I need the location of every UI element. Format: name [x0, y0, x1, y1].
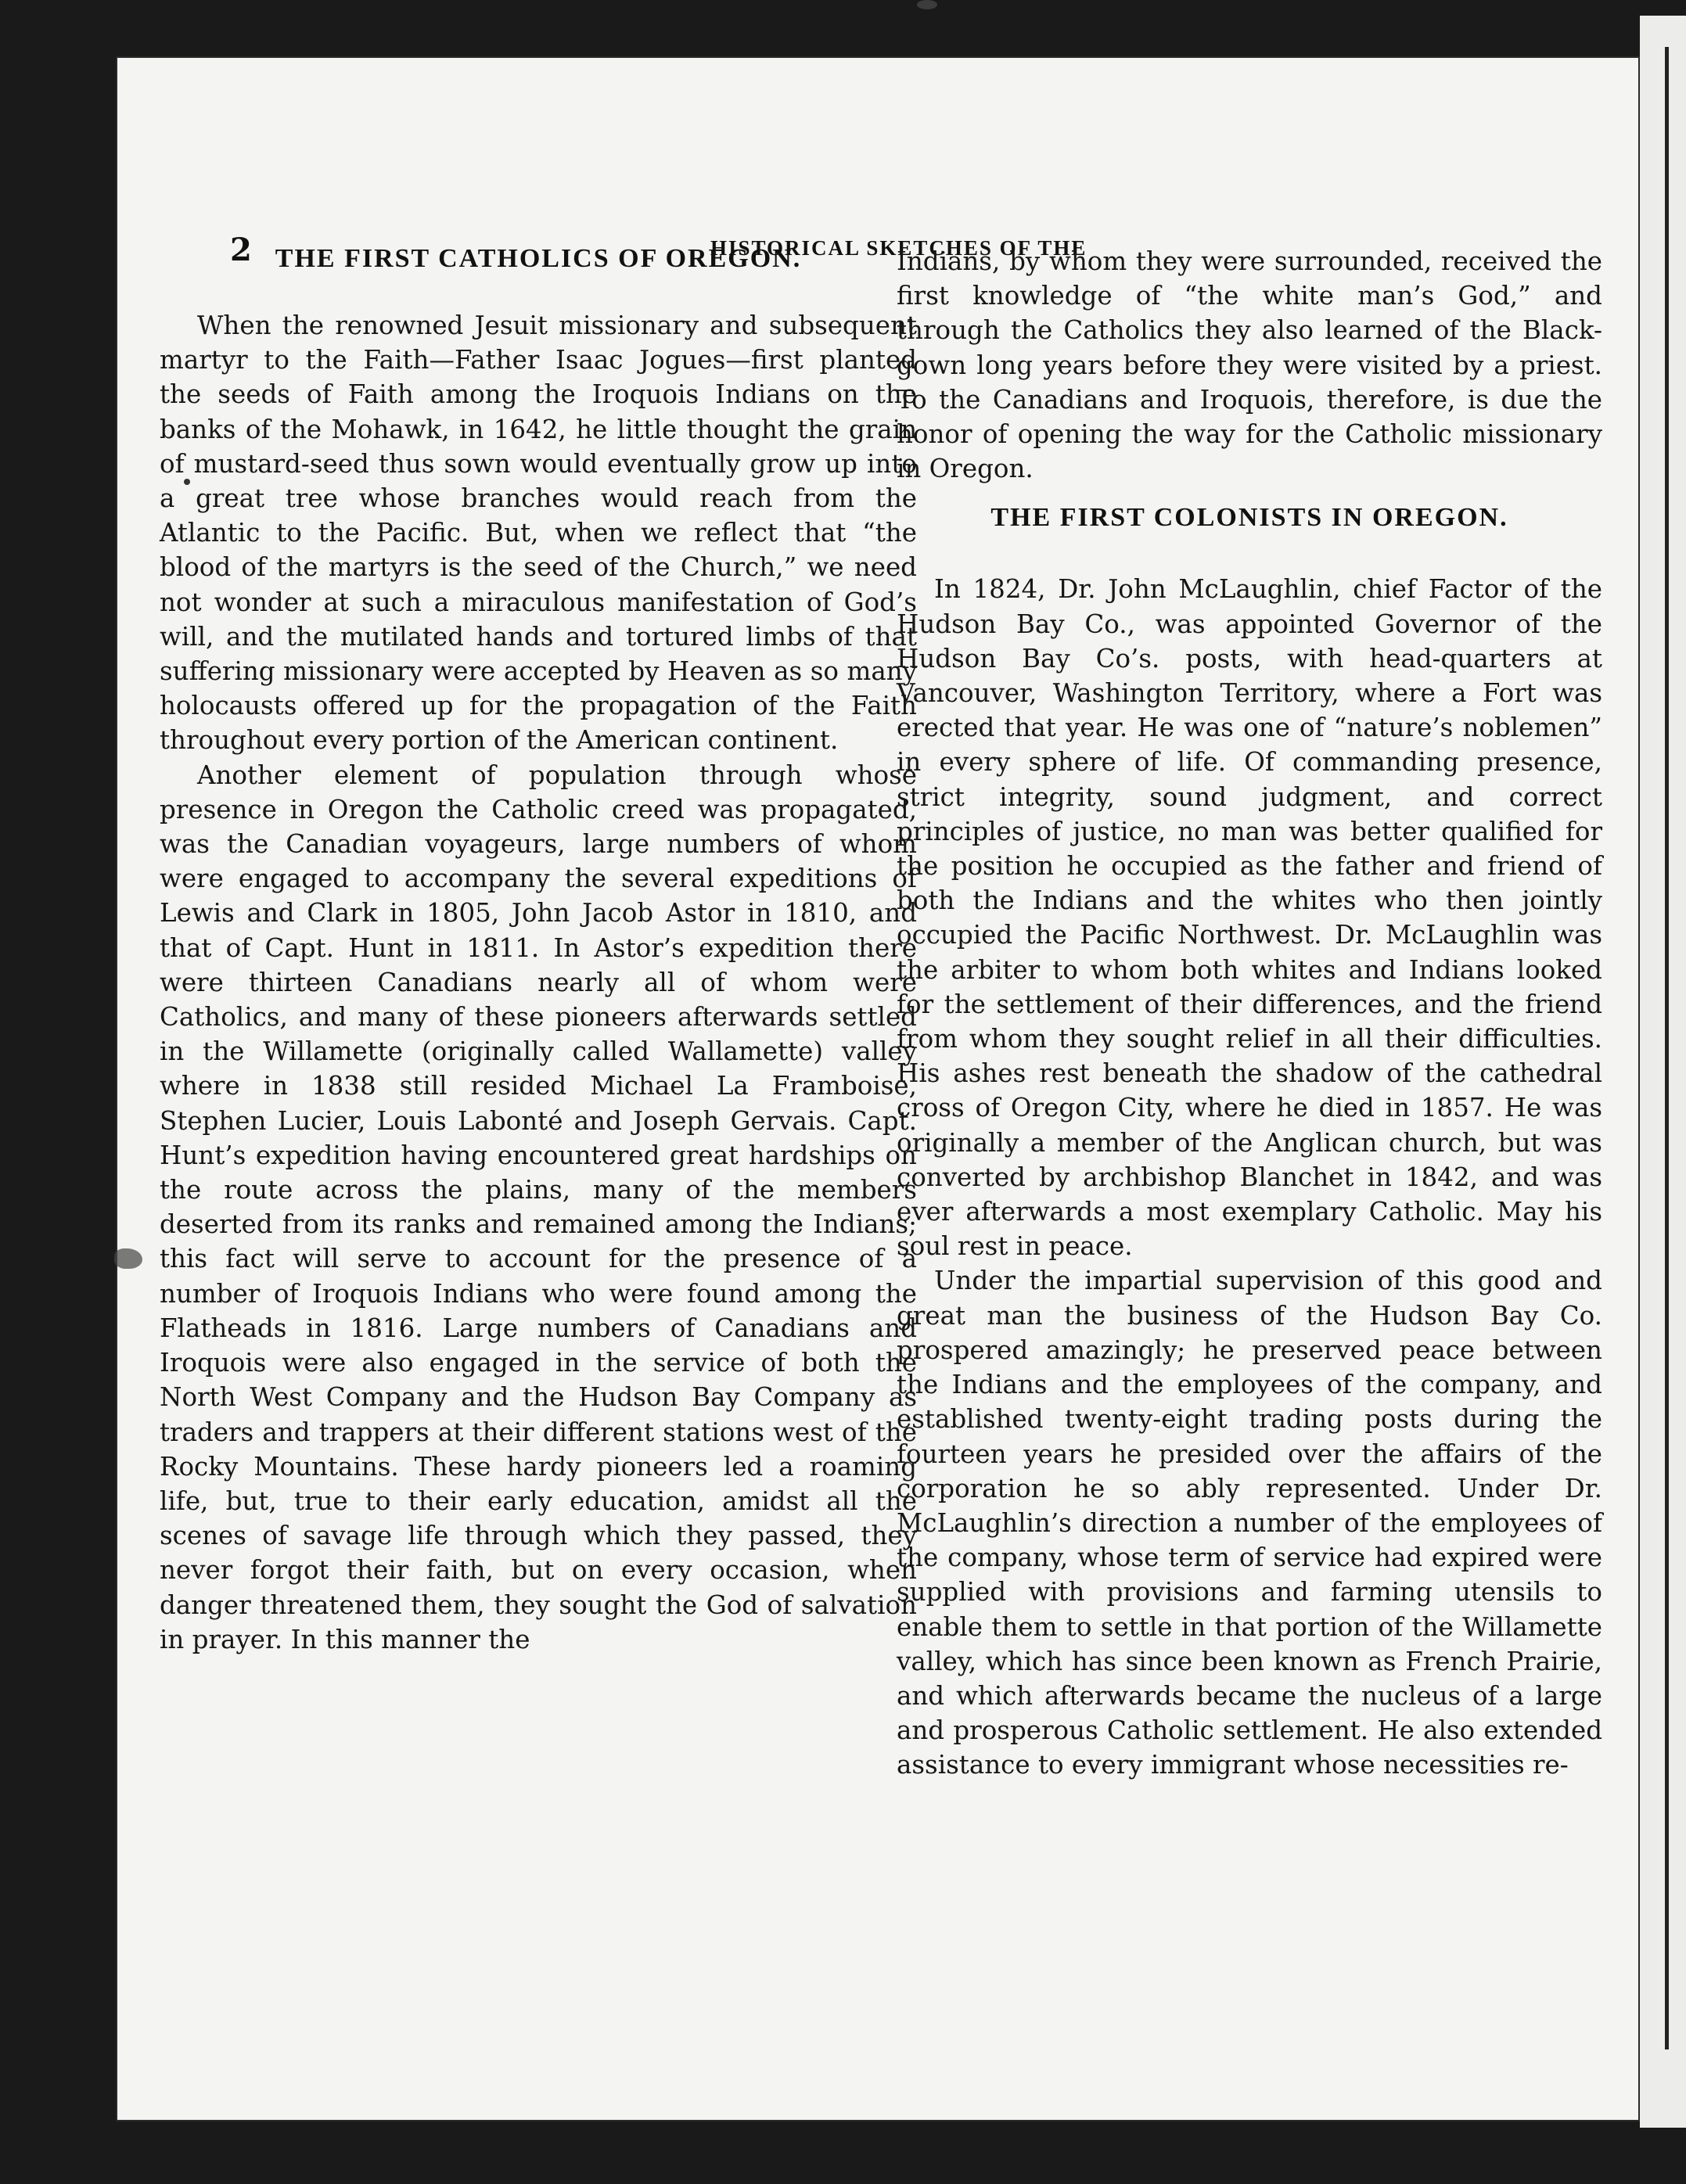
adjacent-page-edge [1640, 16, 1686, 2128]
paragraph-continuation: Indians, by whom they were surrounded, received the first knowledge of “the white man’s God,” and through the Catholics they also learned of the Black-gown long years before they were visited by a priest. To the Canadians and Iroquois, therefore, is due the honor of opening the way for the Catholic missionary in Oregon. [897, 246, 1602, 484]
section-title-first-colonists: THE FIRST COLONISTS IN OREGON. [990, 503, 1508, 533]
margin-ink-spot [114, 1248, 142, 1269]
top-smudge [917, 0, 937, 9]
paragraph: When the renowned Jesuit missionary and subsequent martyr to the Faith—Father Isaac Jogues—first planted the seeds of Faith among the Iroquois Indians on the banks of the Mohawk, in 1642, he little thought the grain of mustard-seed thus sown would eventually grow up into a great tree whose branches would reach from the Atlantic to the Pacific. But, when we reflect that “the blood of the martyrs is the seed of the Church,” we need not wonder at such a miraculous manifestation of God’s will, and the mutilated hands and tortured limbs of that suffering missionary were accepted by Heaven as so many holocausts offered up for the propagation of the Faith throughout every portion of the American continent. [160, 311, 917, 756]
right-column [897, 244, 1602, 1783]
running-head: HISTORICAL SKETCHES OF THE [710, 236, 1087, 260]
left-column [160, 244, 917, 1657]
paragraph: Another element of population through whose presence in Oregon the Catholic creed was propagated, was the Canadian voyageurs, large numbers of whom were engaged to accompany the several expeditions of Lewis and Clark in 1805, John Jacob Astor in 1810, and that of Capt. Hunt in 1811. In Astor’s expedition there were thirteen Canadians nearly all of whom were Catholics, and many of these pioneers afterwards settled in the Willamette (originally called Wallamette) valley where in 1838 still resided Michael La Framboise, Stephen Lucier, Louis Labonté and Joseph Gervais. Capt. Hunt’s expedition having encountered great hardships on the route across the plains, many of the members deserted from its ranks and remained among the Indians; this fact will serve to account for the presence of a number of Iroquois Indians who were found among the Flatheads in 1816. Large numbers of Canadians and Iroquois were also engaged in the service of both the North West Company and the Hudson Bay Company as traders and trappers at their different stations west of the Rocky Mountains. These hardy pioneers led a roaming life, but, true to their early education, amidst all the scenes of savage life through which they passed, they never forgot their faith, but on every occasion, when danger threatened them, they sought the God of salvation in prayer. In this manner the [160, 760, 917, 1654]
page-border-rule [1665, 47, 1669, 2049]
paragraph: In 1824, Dr. John McLaughlin, chief Factor of the Hudson Bay Co., was appointed Governor of the Hudson Bay Co’s. posts, with head-quarters at Vancouver, Washington Territory, where a Fort was erected that year. He was one of “nature’s noblemen” in every sphere of life. Of commanding presence, strict integrity, sound judgment, and correct principles of justice, no man was better qualified for the position he occupied as the father and friend of both the Indians and the whites who then jointly occupied the Pacific Northwest. Dr. McLaughlin was the arbiter to whom both whites and Indians looked for the settlement of their differences, and the friend from whom they sought relief in all their difficulties. His ashes rest beneath the shadow of the cathedral cross of Oregon City, where he died in 1857. He was originally a member of the Anglican church, but was converted by archbishop Blanchet in 1842, and was ever afterwards a most exemplary Catholic. May his soul rest in peace. [897, 574, 1602, 1262]
page-number: 2 [230, 232, 252, 268]
paragraph: Under the impartial supervision of this good and great man the business of the Hudson Bay Co. prospered amazingly; he preserved peace between the Indians and the employees of the company, and established twenty-eight trading posts during the fourteen years he presided over the affairs of the corporation he so ably represented. Under Dr. McLaughlin’s direction a number of the employees of the company, whose term of service had expired were supplied with provisions and farming utensils to enable them to settle in that portion of the Willamette valley, which has since been known as French Prairie, and which afterwards became the nucleus of a large and prosperous Catholic settlement. He also extended assistance to every immigrant whose necessities re- [897, 1266, 1602, 1780]
section-title-first-catholics: THE FIRST CATHOLICS OF OREGON. [275, 244, 802, 273]
